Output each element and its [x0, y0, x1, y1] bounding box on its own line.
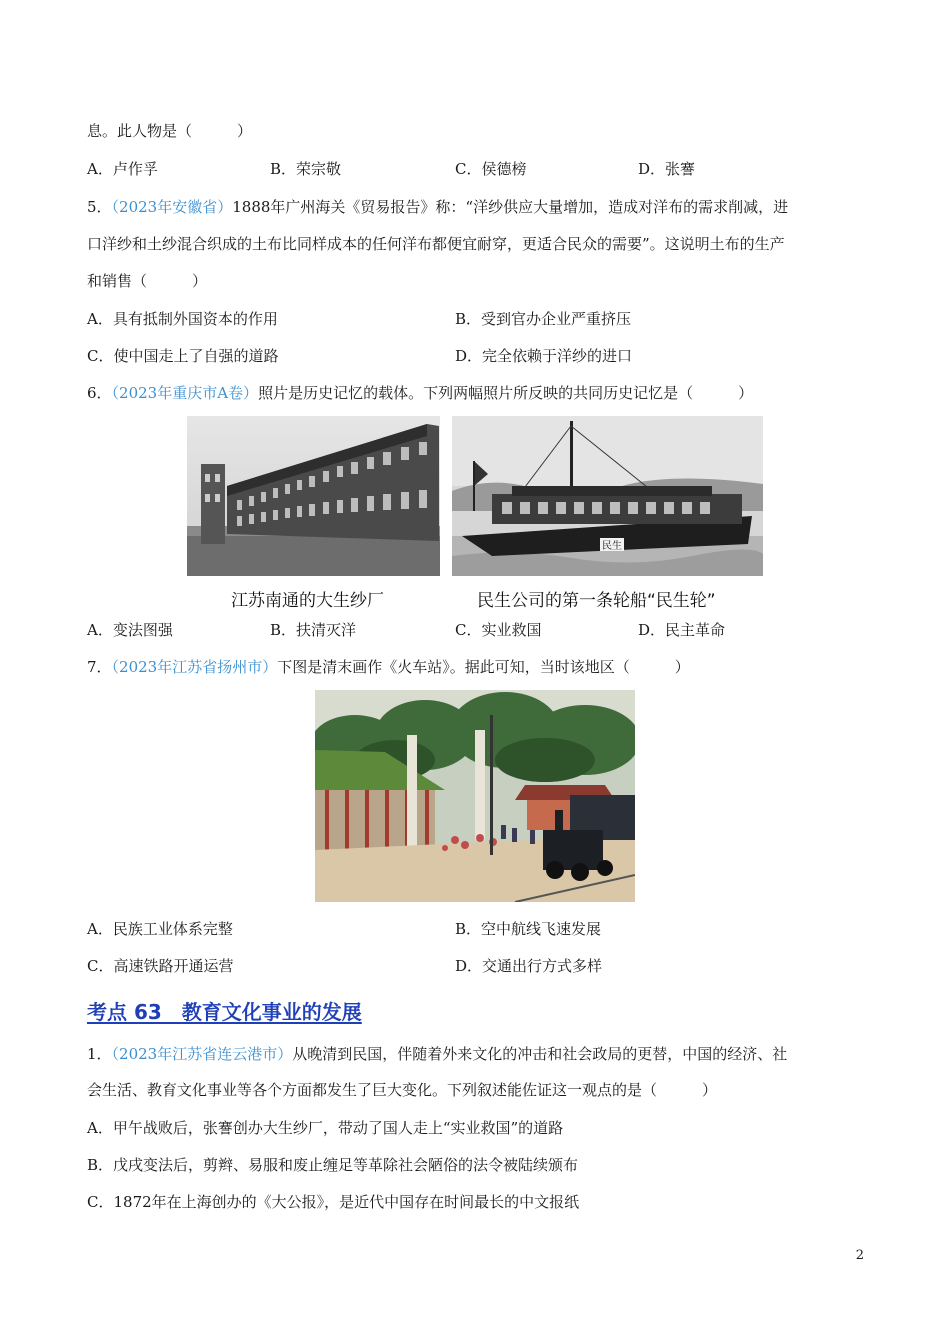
q6-option-c: C．实业救国	[455, 621, 542, 639]
q6-option-d: D．民主革命	[638, 621, 726, 639]
q4-option-c: C．侯德榜	[455, 160, 527, 178]
s1-stem-line1	[87, 1044, 787, 1064]
ship-photo	[452, 416, 763, 581]
q4-option-d: D．张謇	[638, 160, 696, 178]
q5-stem-line1	[87, 197, 788, 217]
q7-stem	[87, 657, 690, 677]
q4-option-a: A．卢作孚	[87, 160, 158, 178]
q5-source: （2023年安徽省）	[111, 198, 233, 216]
q5-stem-line2: 口洋纱和土纱混合织成的土布比同样成本的任何洋布都便宜耐穿，更适合民众的需要”。这说明土布的生产	[87, 235, 785, 253]
q5-option-b: B．受到官办企业严重挤压	[455, 310, 632, 328]
q6-option-a: A．变法图强	[87, 621, 173, 639]
q6-number: 6．	[87, 384, 112, 402]
q4-option-b: B．荣宗敬	[270, 160, 342, 178]
q7-option-b: B．空中航线飞速发展	[455, 920, 602, 938]
q7-number: 7．	[87, 658, 112, 676]
s1-text-1: 从晚清到民国，伴随着外来文化的冲击和社会政局的更替，中国的经济、社	[292, 1045, 788, 1063]
caption-ship: 民生公司的第一条轮船“民生轮”	[477, 591, 716, 611]
q4-stem-tail: 息。此人物是（ ）	[87, 122, 253, 140]
q6-source: （2023年重庆市A卷）	[111, 384, 259, 402]
q6-text: 照片是历史记忆的载体。下列两幅照片所反映的共同历史记忆是（ ）	[258, 384, 754, 402]
s1-stem-line2: 会生活、教育文化事业等各个方面都发生了巨大变化。下列叙述能佐证这一观点的是（ ）	[87, 1081, 718, 1099]
q7-option-d: D．交通出行方式多样	[455, 957, 603, 975]
q7-option-c: C．高速铁路开通运营	[87, 957, 234, 975]
ship-name-plate: 民生	[602, 541, 622, 552]
q5-option-d: D．完全依赖于洋纱的进口	[455, 347, 633, 365]
s1-number: 1．	[87, 1045, 112, 1063]
q7-text: 下图是清末画作《火车站》。据此可知，当时该地区（ ）	[277, 658, 690, 676]
factory-photo	[187, 416, 440, 581]
q5-option-a: A．具有抵制外国资本的作用	[87, 310, 278, 328]
q5-text-1: 1888年广州海关《贸易报告》称：“洋纱供应大量增加，造成对洋布的需求削减，进	[232, 198, 789, 216]
s1-source: （2023年江苏省连云港市）	[111, 1045, 293, 1063]
q5-option-c: C．使中国走上了自强的道路	[87, 347, 279, 365]
s1-option-c: C．1872年在上海创办的《大公报》，是近代中国存在时间最长的中文报纸	[87, 1193, 580, 1211]
q7-option-a: A．民族工业体系完整	[87, 920, 233, 938]
q5-number: 5．	[87, 198, 112, 216]
q5-stem-line3: 和销售（ ）	[87, 272, 208, 290]
q7-source: （2023年江苏省扬州市）	[111, 658, 278, 676]
caption-factory: 江苏南通的大生纱厂	[231, 591, 384, 611]
page-number: 2	[855, 1248, 864, 1263]
section-heading: 考点 63 教育文化事业的发展	[87, 1000, 362, 1024]
q6-stem	[87, 383, 753, 403]
s1-option-b: B．戊戌变法后，剪辫、易服和废止缠足等革除社会陋俗的法令被陆续颁布	[87, 1156, 579, 1174]
q6-option-b: B．扶清灭洋	[270, 621, 357, 639]
s1-option-a: A．甲午战败后，张謇创办大生纱厂，带动了国人走上“实业救国”的道路	[87, 1119, 564, 1137]
train-station-painting	[315, 690, 635, 902]
